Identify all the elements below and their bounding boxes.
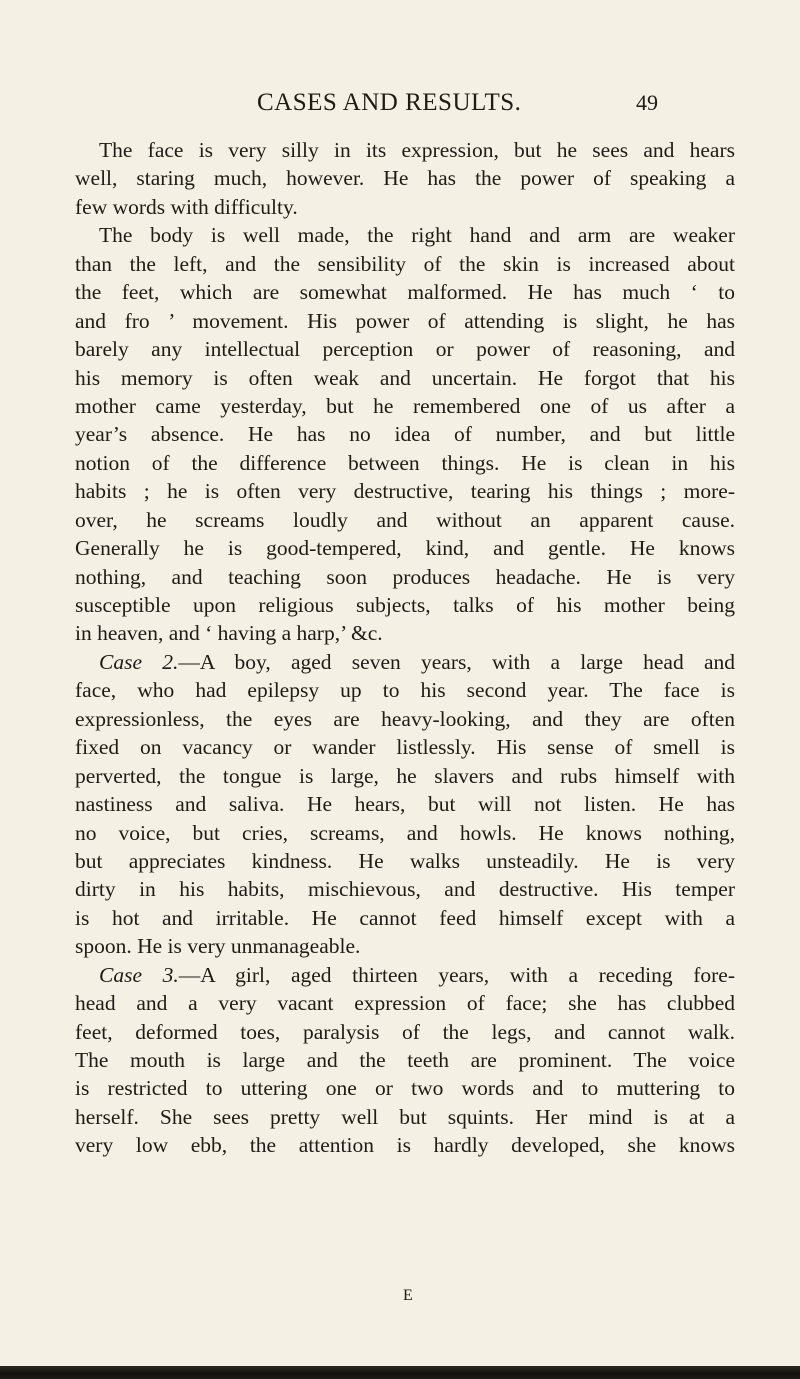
text-line: face, who had epilepsy up to his second year. The face is	[75, 678, 735, 703]
text-line: the feet, which are somewhat malformed. He has much ‘ to	[75, 280, 735, 305]
text-line: feet, deformed toes, paralysis of the legs, and cannot walk.	[75, 1019, 735, 1044]
running-head: CASES AND RESULTS.	[257, 89, 522, 116]
text-line: few words with difficulty.	[75, 194, 298, 219]
body-text	[75, 136, 735, 1160]
text-line: is restricted to uttering one or two words and to muttering to	[75, 1076, 735, 1101]
text-line: his memory is often weak and uncertain. He forgot that his	[75, 365, 735, 390]
text-line: and fro ’ movement. His power of attending is slight, he has	[75, 308, 735, 333]
text-line: barely any intellectual perception or power of reasoning, and	[75, 337, 735, 362]
text-line: perverted, the tongue is large, he slavers and rubs himself with	[75, 763, 735, 788]
text-line: is hot and irritable. He cannot feed himself except with a	[75, 905, 735, 930]
scan-edge	[0, 1366, 800, 1379]
text-line: head and a very vacant expression of face; she has clubbed	[75, 991, 735, 1016]
case-label: Case 2.	[99, 649, 179, 674]
text-line: over, he screams loudly and without an apparent cause.	[75, 507, 735, 532]
page-header	[0, 88, 800, 118]
text-line: Generally he is good-tempered, kind, and gentle. He knows	[75, 536, 735, 561]
text-line: dirty in his habits, mischievous, and destructive. His temper	[75, 877, 735, 902]
case-label: Case 3.	[99, 962, 179, 987]
text-line: nastiness and saliva. He hears, but will not listen. He has	[75, 792, 735, 817]
text-line: but appreciates kindness. He walks unsteadily. He is very	[75, 848, 735, 873]
signature-mark: E	[403, 1287, 413, 1304]
text-line: nothing, and teaching soon produces headache. He is very	[75, 564, 735, 589]
text-line: well, staring much, however. He has the power of speaking a	[75, 166, 735, 191]
text-line: The mouth is large and the teeth are prominent. The voice	[75, 1048, 735, 1072]
text-line: susceptible upon religious subjects, talks of his mother being	[75, 593, 735, 617]
text-line: The face is very silly in its expression, but he sees and hears	[99, 138, 735, 162]
text-line: in heaven, and ‘ having a harp,’ &c.	[75, 621, 383, 646]
text-line: notion of the difference between things. He is clean in his	[75, 450, 735, 475]
text-line: fixed on vacancy or wander listlessly. His sense of smell is	[75, 735, 735, 760]
text-line: very low ebb, the attention is hardly developed, she knows	[75, 1133, 735, 1158]
text-line: herself. She sees pretty well but squints. Her mind is at a	[75, 1104, 735, 1129]
text-line: year’s absence. He has no idea of number, and but little	[75, 422, 735, 447]
text-line: Case 3.—A girl, aged thirteen years, with a receding fore-	[99, 962, 736, 987]
text-line: than the left, and the sensibility of the skin is increased about	[75, 251, 735, 276]
text-line: Case 2.—A boy, aged seven years, with a large head and	[99, 649, 736, 674]
text-line: mother came yesterday, but he remembered one of us after a	[75, 393, 735, 418]
text-line: no voice, but cries, screams, and howls. He knows nothing,	[75, 820, 735, 845]
text-line: The body is well made, the right hand and arm are weaker	[99, 223, 735, 248]
text-line: expressionless, the eyes are heavy-looking, and they are often	[75, 706, 735, 731]
page-number: 49	[636, 90, 658, 115]
text-line: habits ; he is often very destructive, tearing his things ; more-	[75, 479, 735, 504]
text-line: spoon. He is very unmanageable.	[75, 934, 361, 959]
